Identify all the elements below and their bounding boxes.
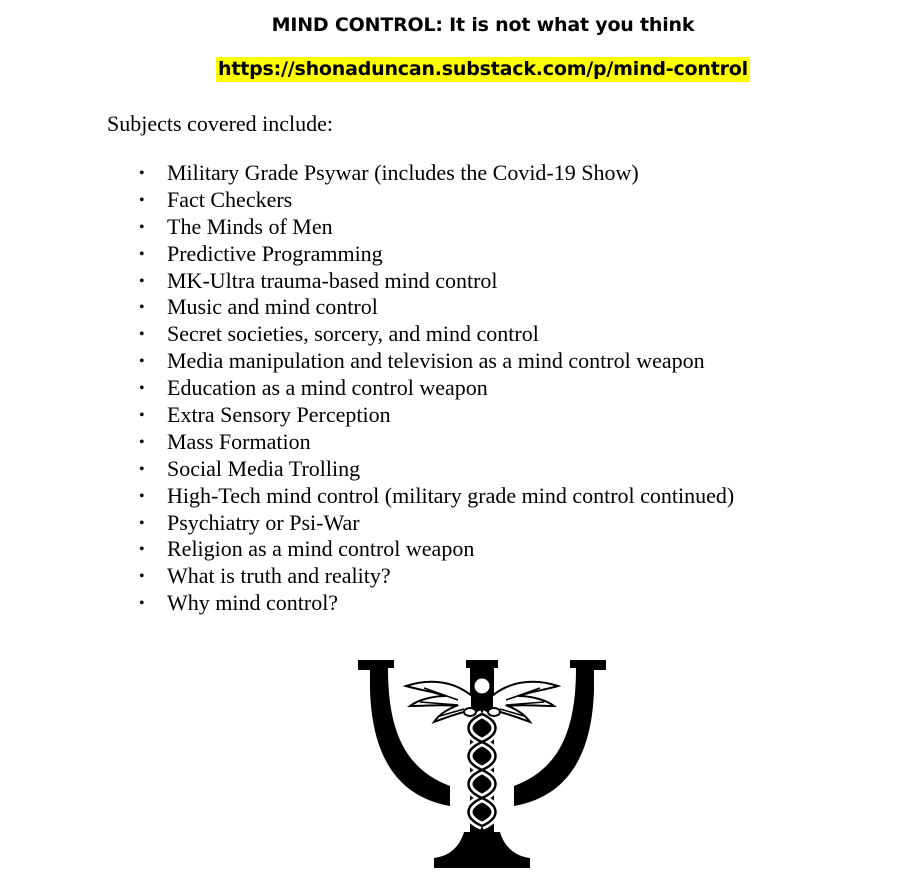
bullet-icon: • bbox=[139, 407, 145, 425]
bullet-icon: • bbox=[139, 541, 145, 559]
bullet-icon: • bbox=[139, 245, 145, 263]
bullet-icon: • bbox=[139, 326, 145, 344]
subject-label: The Minds of Men bbox=[167, 213, 333, 239]
bullet-icon: • bbox=[139, 595, 145, 613]
bullet-icon: • bbox=[139, 218, 145, 236]
subject-label: Mass Formation bbox=[167, 428, 311, 454]
bullet-icon: • bbox=[139, 165, 145, 182]
subject-label: Psychiatry or Psi-War bbox=[167, 509, 360, 535]
article-link[interactable]: https://shonaduncan.substack.com/p/mind-control bbox=[218, 58, 748, 80]
subject-label: Secret societies, sorcery, and mind control bbox=[167, 321, 539, 347]
bullet-icon: • bbox=[139, 433, 145, 451]
bullet-icon: • bbox=[139, 487, 145, 505]
subject-label: Extra Sensory Perception bbox=[167, 402, 391, 428]
subject-label: Fact Checkers bbox=[167, 186, 293, 212]
subject-label: Why mind control? bbox=[167, 590, 339, 616]
bullet-icon: • bbox=[139, 460, 145, 478]
intro-text: Subjects covered include: bbox=[107, 111, 334, 136]
subject-label: Military Grade Psywar (includes the Covid-19 Show) bbox=[167, 160, 639, 185]
subject-label: MK-Ultra trauma-based mind control bbox=[167, 267, 498, 293]
bullet-icon: • bbox=[139, 568, 145, 586]
bullet-icon: • bbox=[139, 353, 145, 371]
link-line bbox=[0, 55, 921, 85]
subject-label: Media manipulation and television as a mind control weapon bbox=[167, 348, 705, 374]
bullet-icon: • bbox=[139, 191, 145, 209]
bullet-icon: • bbox=[139, 514, 145, 532]
subject-label: Social Media Trolling bbox=[167, 455, 361, 481]
subject-label: Education as a mind control weapon bbox=[167, 375, 488, 401]
psi-caduceus-icon bbox=[354, 656, 610, 872]
subject-label: Religion as a mind control weapon bbox=[167, 536, 475, 562]
bullet-icon: • bbox=[139, 272, 145, 290]
subject-label: Music and mind control bbox=[167, 294, 378, 320]
bullet-icon: • bbox=[139, 299, 145, 317]
subject-label: Predictive Programming bbox=[167, 240, 383, 266]
subject-label: What is truth and reality? bbox=[167, 563, 391, 589]
subject-label: High-Tech mind control (military grade mind control continued) bbox=[167, 482, 735, 508]
document-title: MIND CONTROL: It is not what you think bbox=[271, 14, 695, 36]
bullet-icon: • bbox=[139, 380, 145, 398]
